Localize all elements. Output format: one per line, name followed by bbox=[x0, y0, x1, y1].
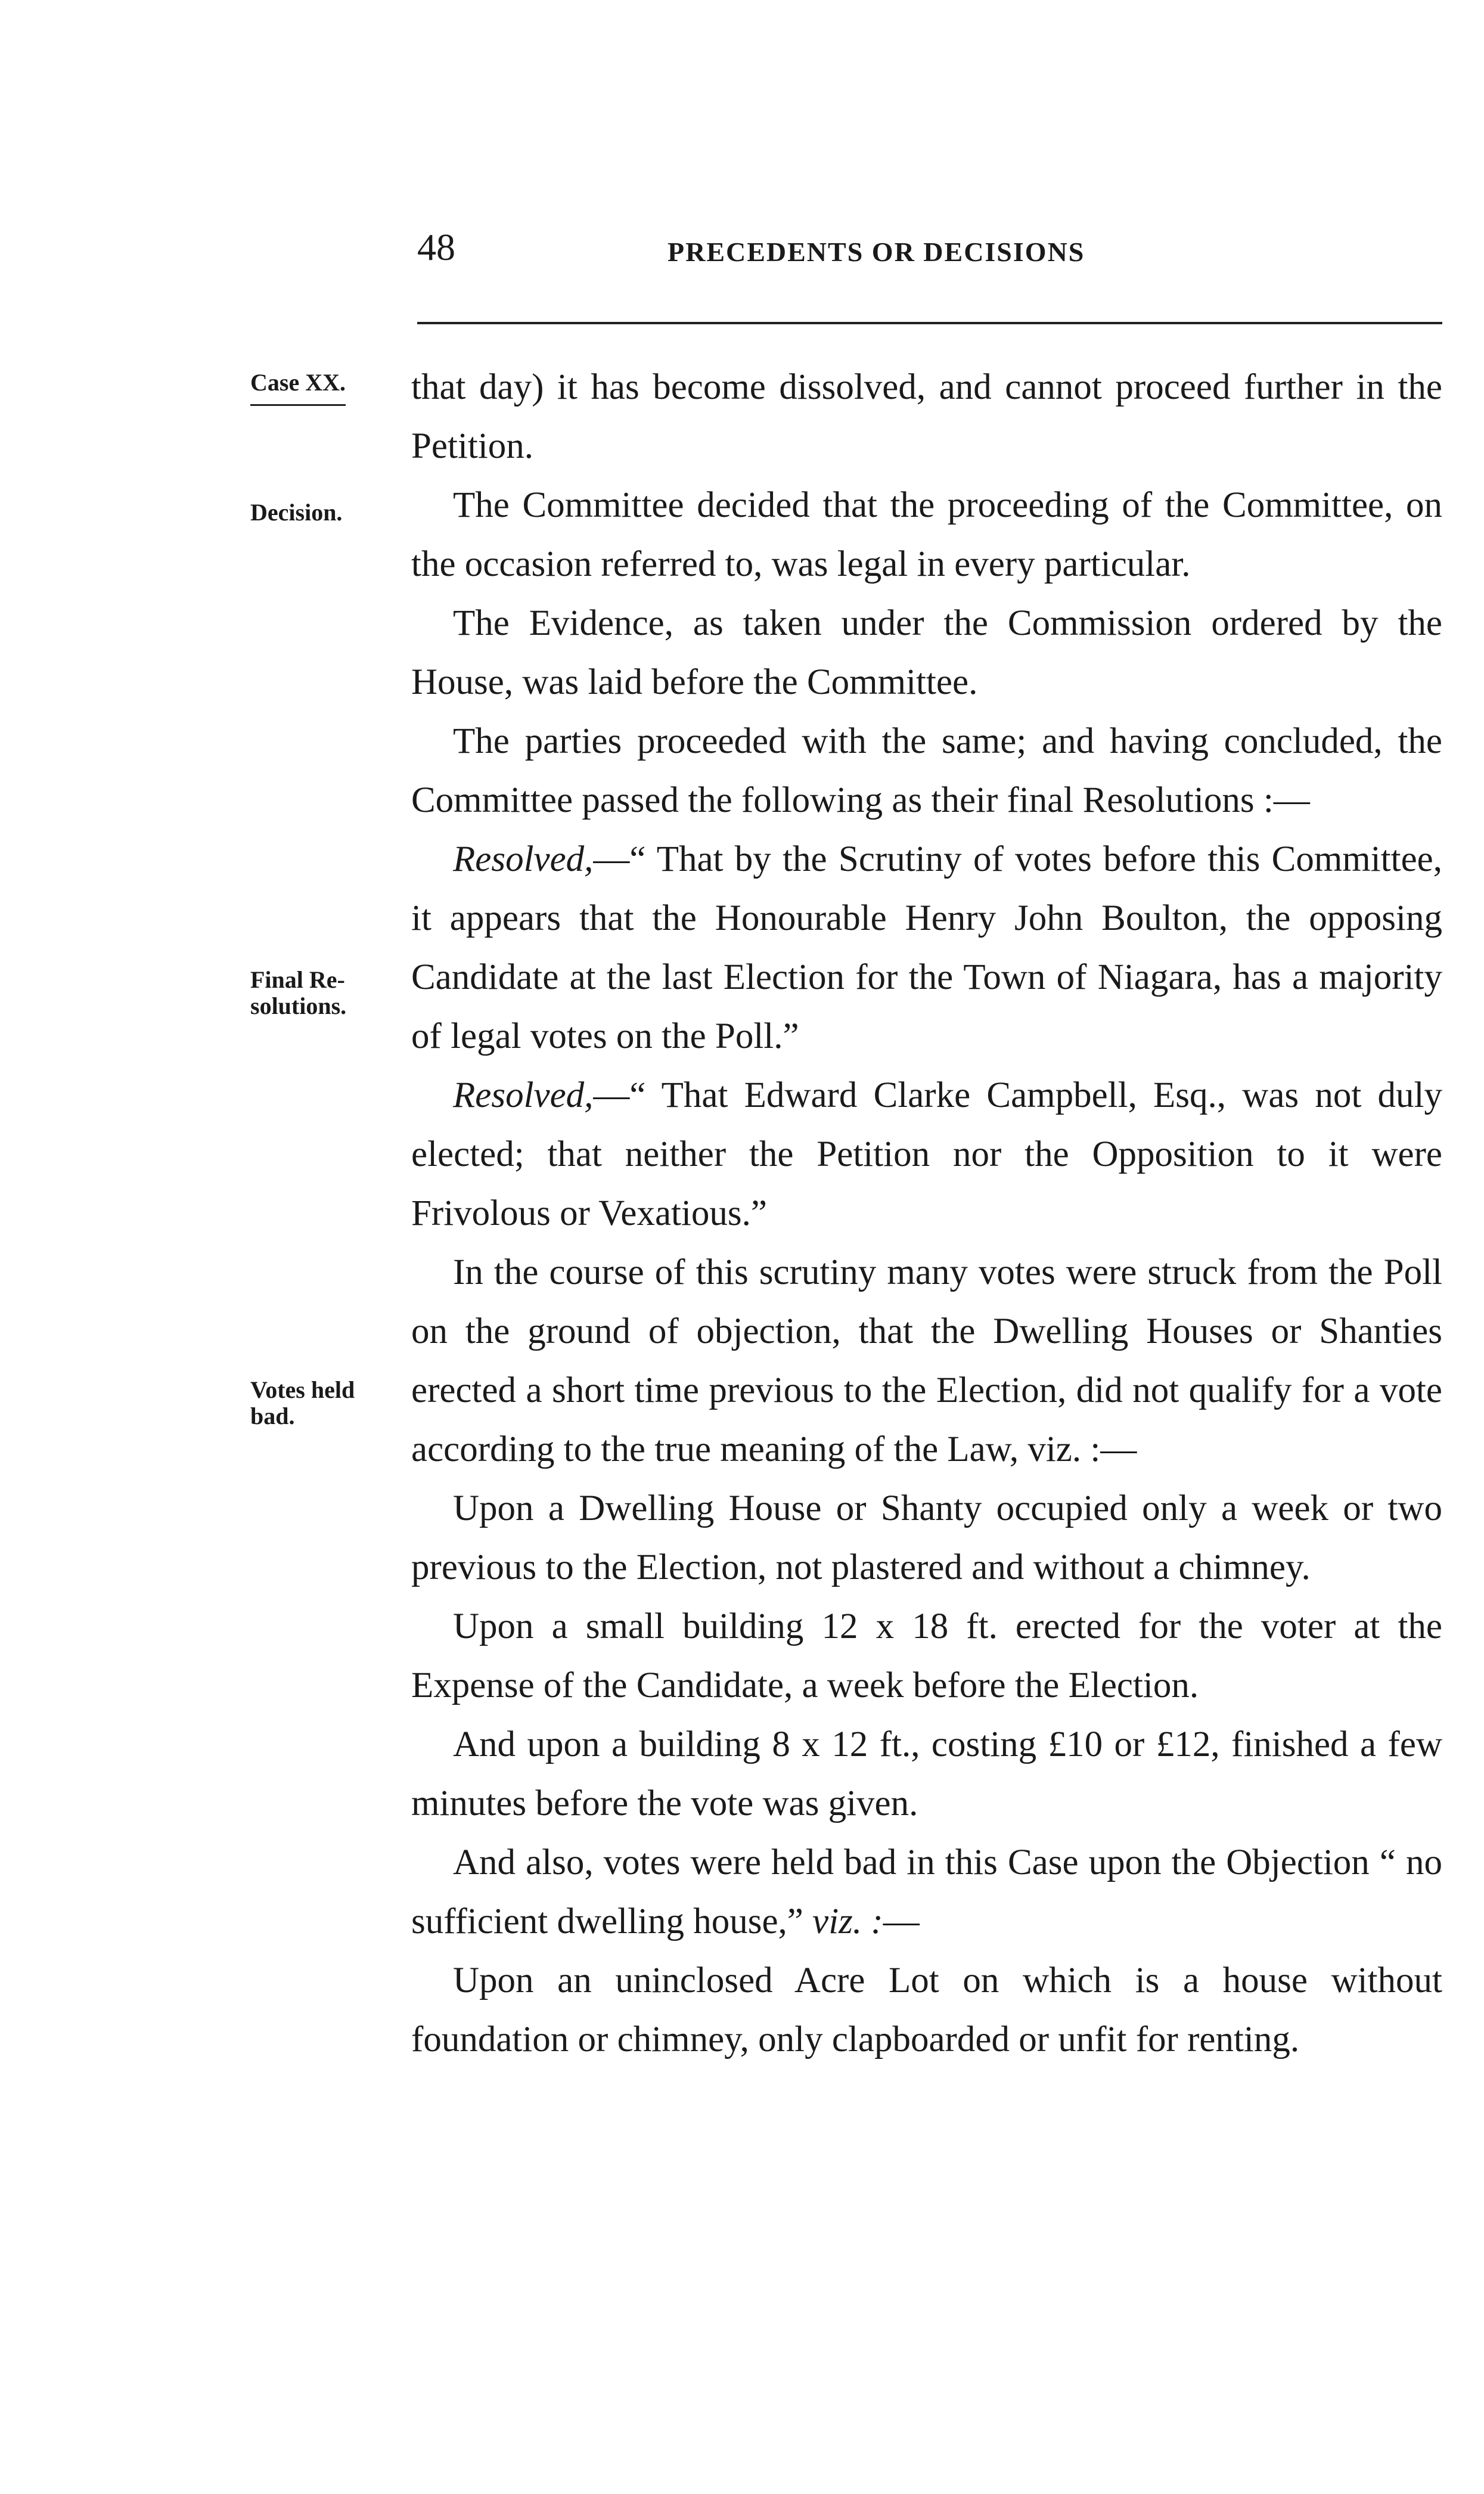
page-number: 48 bbox=[417, 226, 455, 268]
paragraph-resolution bbox=[411, 830, 1442, 1066]
margin-note-final-resolutions bbox=[250, 967, 411, 1019]
margin-note-line: bad. bbox=[250, 1403, 295, 1429]
paragraph: Upon an uninclosed Acre Lot on which is a house without foundation or chimney, only clapboarded or unfit for renting. bbox=[411, 1961, 1442, 2059]
paragraph: The Committee decided that the proceeding of the Committee, on the occasion referred to, was legal in every particular. bbox=[411, 485, 1442, 584]
paragraph: The Evidence, as taken under the Commission ordered by the House, was laid before the Committee. bbox=[411, 603, 1442, 702]
resolution-text: —“ That Edward Clarke Campbell, Esq., was not duly elected; that neither the Petition nor the Opposition to it were Frivolous or Vexatious.” bbox=[411, 1075, 1442, 1233]
paragraph: Upon a small building 12 x 18 ft. erected for the voter at the Expense of the Candidate, a week before the Election. bbox=[411, 1606, 1442, 1705]
header-rule bbox=[417, 322, 1442, 324]
margin-note-line: Final Re- bbox=[250, 966, 345, 993]
dash: — bbox=[883, 1901, 920, 1941]
paragraph bbox=[411, 1833, 1442, 1951]
paragraph-text: And also, votes were held bad in this Case upon the Objection “ no sufficient dwelling house,” bbox=[411, 1842, 1442, 1941]
margin-note-votes-held-bad bbox=[250, 1377, 411, 1429]
running-head: PRECEDENTS OR DECISIONS bbox=[668, 237, 1085, 267]
margin-note-decision: Decision. bbox=[250, 499, 343, 526]
viz-word: viz. : bbox=[812, 1901, 883, 1941]
resolved-word: Resolved, bbox=[453, 1075, 594, 1115]
resolved-word: Resolved, bbox=[453, 839, 594, 879]
paragraph: And upon a building 8 x 12 ft., costing £10 or £12, finished a few minutes before the vote was given. bbox=[411, 1724, 1442, 1823]
paragraph: Upon a Dwelling House or Shanty occupied only a week or two previous to the Election, not plastered and without a chimney. bbox=[411, 1488, 1442, 1587]
paragraph-resolution bbox=[411, 1066, 1442, 1243]
margin-note-line: Votes held bbox=[250, 1376, 355, 1403]
resolution-text: —“ That by the Scrutiny of votes before this Committee, it appears that the Honourable Henry John Boulton, the opposing Candidate at the last Election for the Town of Niagara, has a majority of legal votes on the Poll.” bbox=[411, 839, 1442, 1056]
margin-note-line: solutions. bbox=[250, 992, 347, 1019]
paragraph: that day) it has become dissolved, and cannot proceed further in the Petition. bbox=[411, 367, 1442, 466]
body-text bbox=[411, 358, 1442, 2069]
page-header bbox=[417, 221, 1442, 274]
margin-note-case: Case XX. bbox=[250, 370, 411, 406]
paragraph: The parties proceeded with the same; and having concluded, the Committee passed the following as their final Resolutions :— bbox=[411, 721, 1442, 820]
paragraph: In the course of this scrutiny many votes were struck from the Poll on the ground of objection, that the Dwelling Houses or Shanties erected a short time previous to the Election, did not qualify for a vote according to the true meaning of the Law, viz. :— bbox=[411, 1252, 1442, 1469]
